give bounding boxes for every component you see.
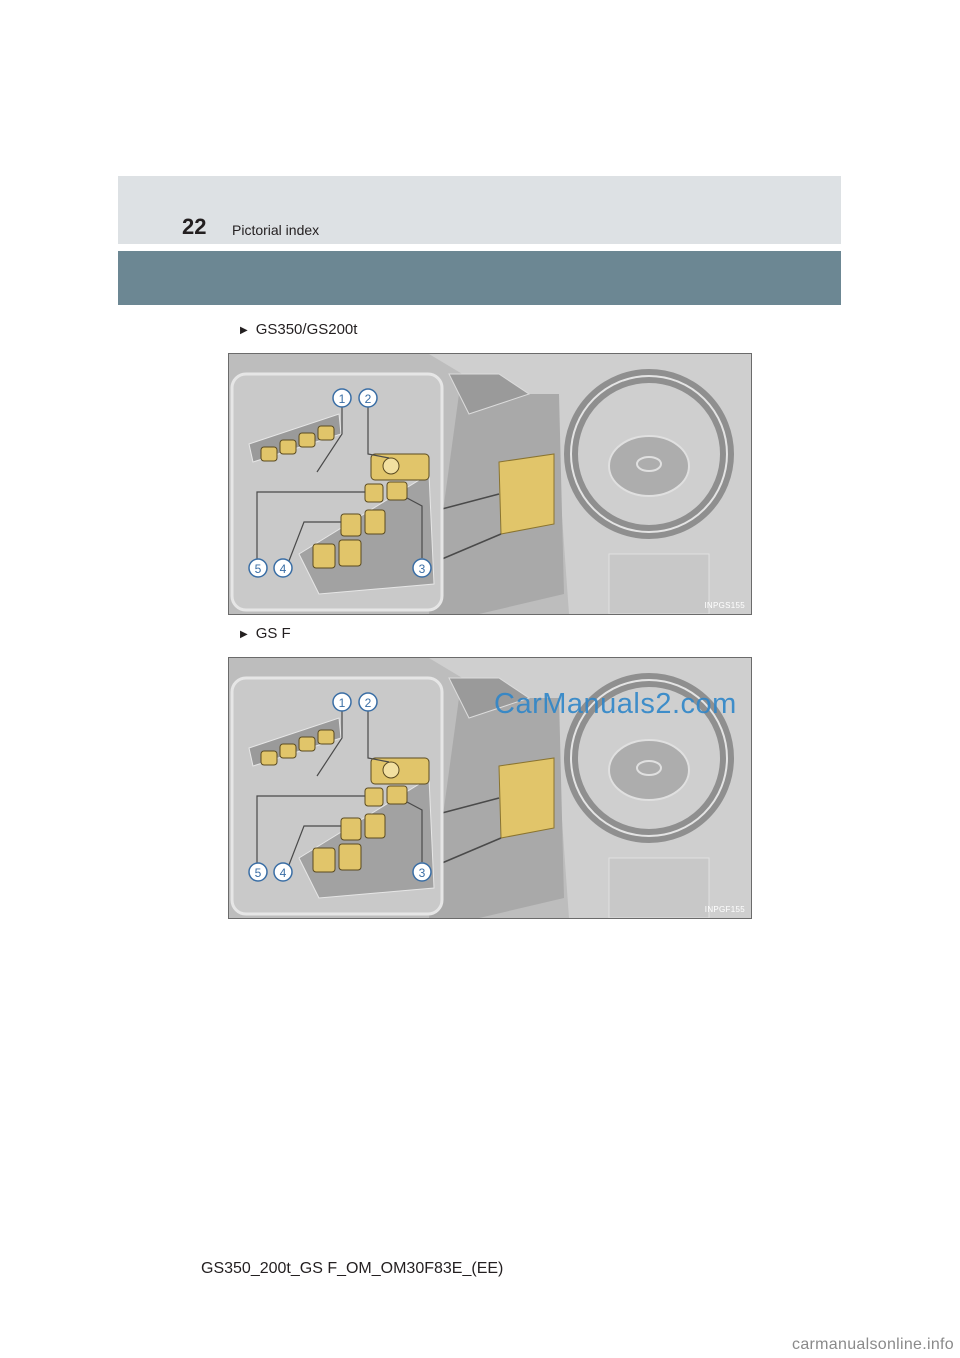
page-number: 22 [182, 214, 207, 239]
triangle-bullet-icon: ▶ [240, 325, 248, 336]
variant-label: GS F [255, 625, 291, 642]
footer-document-id: GS350_200t_GS F_OM_OM30F83E_(EE) [201, 1260, 504, 1277]
header-band [118, 176, 841, 244]
callout-4 [274, 863, 292, 881]
section-title: Pictorial index [232, 222, 320, 238]
callout-4 [274, 559, 292, 577]
callout-3 [413, 863, 431, 881]
figure-code: INPGF155 [704, 905, 745, 914]
callout-number: 1 [338, 392, 346, 406]
callout-2 [359, 693, 377, 711]
callout-number: 5 [254, 562, 262, 576]
callout-number: 1 [338, 696, 346, 710]
illustration-gs350 [228, 353, 752, 615]
site-watermark: carmanualsonline.info [792, 1336, 954, 1353]
watermark-text: CarManuals2.com [494, 688, 737, 720]
figure-code: INPGS155 [704, 601, 745, 610]
callout-1 [333, 389, 351, 407]
variant-heading-gsf [240, 626, 291, 641]
callout-number: 3 [418, 866, 426, 880]
callout-number: 4 [279, 866, 287, 880]
section-sub-band [118, 251, 841, 305]
variant-heading-gs350 [240, 322, 357, 337]
callout-number: 3 [418, 562, 426, 576]
callout-5 [249, 559, 267, 577]
triangle-bullet-icon: ▶ [240, 629, 248, 640]
variant-label: GS350/GS200t [255, 321, 358, 338]
callout-2 [359, 389, 377, 407]
callout-number: 5 [254, 866, 262, 880]
callout-3 [413, 559, 431, 577]
callout-1 [333, 693, 351, 711]
callout-number: 2 [364, 696, 372, 710]
door-switch-illustration [229, 354, 751, 614]
callout-number: 4 [279, 562, 287, 576]
callout-number: 2 [364, 392, 372, 406]
callout-5 [249, 863, 267, 881]
